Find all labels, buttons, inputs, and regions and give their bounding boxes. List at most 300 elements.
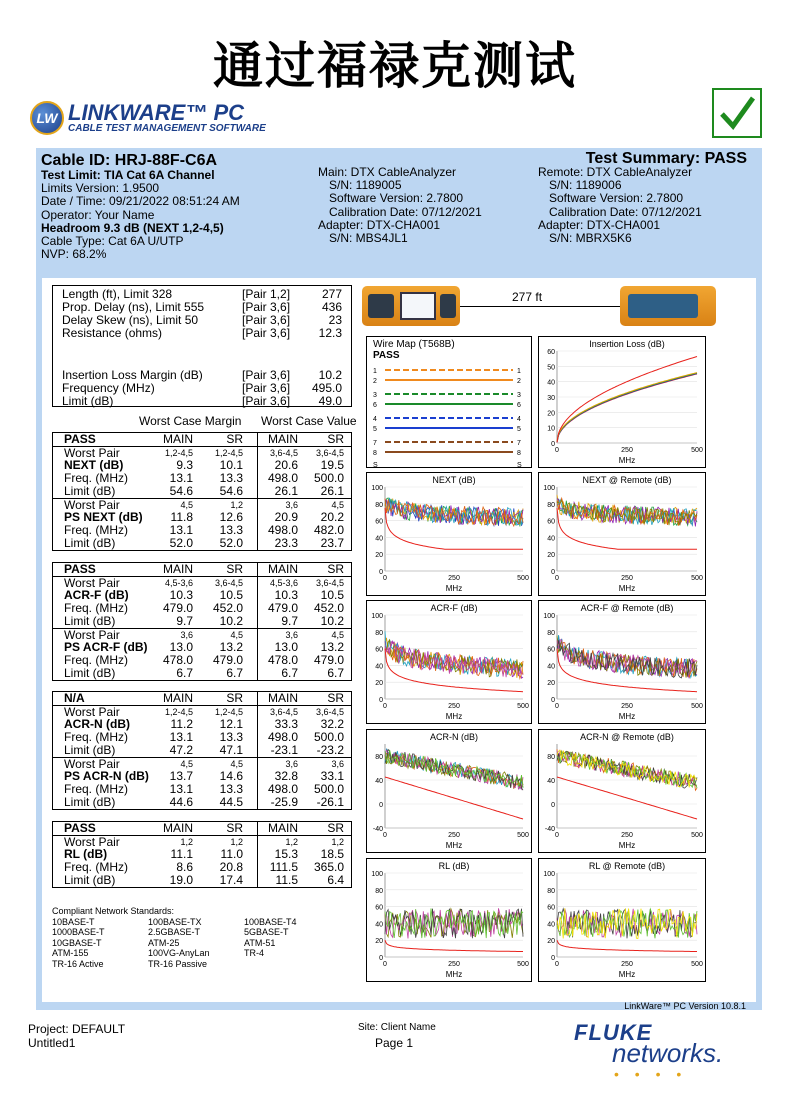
table-cell: 4,5 <box>230 759 243 769</box>
x-tick-label: 0 <box>383 703 387 710</box>
row-label: Freq. (MHz) <box>64 523 128 537</box>
x-tick-label: 500 <box>691 703 703 710</box>
networks-word: networks. <box>612 1038 724 1068</box>
table-cell: 6.7 <box>176 666 193 680</box>
wire-pin-label: 1 <box>517 368 521 375</box>
remote-calibration: Calibration Date: 07/12/2021 <box>549 204 702 219</box>
y-tick-label: 40 <box>547 921 555 929</box>
y-tick-label: 40 <box>375 535 383 543</box>
table-cell: -23.2 <box>316 743 344 757</box>
table-cell: 4,5 <box>230 630 243 640</box>
table-cell: 54.6 <box>169 484 193 498</box>
table-cell: 11.5 <box>275 873 298 887</box>
y-tick-label: 20 <box>547 552 555 560</box>
table-cell: 3,6-4,5 <box>214 578 243 588</box>
table-cell: 1,2 <box>230 500 243 510</box>
table-cell: 32.2 <box>320 717 344 731</box>
row-label: ACR-N (dB) <box>64 717 130 731</box>
measure-value: 49.0 <box>318 394 342 408</box>
cable-type: Cable Type: Cat 6A U/UTP <box>41 234 184 249</box>
table-cell: 13.1 <box>169 782 193 796</box>
wire-pin-label: 4 <box>373 416 377 423</box>
x-axis-label: MHz <box>618 970 636 979</box>
standard-item: ATM-155 <box>52 948 89 958</box>
x-tick-label: 500 <box>691 575 703 582</box>
table-cell: 11.1 <box>170 847 193 861</box>
rl-remote-chart <box>538 858 706 982</box>
chart-limit-line <box>557 357 697 443</box>
chart-title: ACR-N @ Remote (dB) <box>580 732 674 742</box>
table-cell: 10.1 <box>219 458 243 472</box>
wire-pin-label: S <box>517 462 522 467</box>
y-tick-label: 60 <box>547 349 555 356</box>
x-axis-label: MHz <box>445 712 463 721</box>
chart-limit-line <box>557 940 697 951</box>
table-cell: 26.1 <box>320 484 344 498</box>
table-cell: 498.0 <box>267 730 298 744</box>
x-tick-label: 250 <box>621 832 633 839</box>
y-tick-label: 60 <box>547 904 555 912</box>
x-tick-label: 0 <box>555 961 559 968</box>
table-cell: 111.5 <box>269 860 298 874</box>
main-calibration: Calibration Date: 07/12/2021 <box>329 204 482 219</box>
y-tick-label: 0 <box>551 955 555 962</box>
table-cell: 13.7 <box>169 769 193 783</box>
chart-title: ACR-F (dB) <box>430 603 478 613</box>
measure-label: Delay Skew (ns), Limit 50 <box>62 313 199 327</box>
chart-title: NEXT @ Remote (dB) <box>582 475 672 485</box>
y-tick-label: 100 <box>371 613 383 620</box>
standard-item: ATM-51 <box>244 937 276 948</box>
row-label: Worst Pair <box>64 498 120 512</box>
x-tick-label: 0 <box>555 575 559 582</box>
table-cell: 3,6-4,5 <box>269 448 298 458</box>
wire-pin-label: 8 <box>517 450 521 457</box>
main-unit: Main: DTX CableAnalyzer <box>318 165 457 179</box>
wire-pin-label: 8 <box>373 450 377 457</box>
chart-title: RL (dB) <box>438 861 470 871</box>
table-cell: 13.3 <box>219 471 243 485</box>
table-cell: 3,6-4,5 <box>315 578 344 588</box>
table-cell: 1,2 <box>180 837 193 847</box>
y-tick-label: 80 <box>547 887 555 895</box>
remote-sn: S/N: 1189006 <box>549 178 622 193</box>
table-cell: 47.2 <box>169 743 193 757</box>
y-tick-label: 80 <box>547 754 555 761</box>
linkware-subtitle: CABLE TEST MANAGEMENT SOFTWARE <box>68 123 266 134</box>
table-cell: 26.1 <box>274 484 298 498</box>
table-cell: 479.0 <box>212 653 243 667</box>
table-cell: 500.0 <box>313 782 344 796</box>
y-tick-label: 20 <box>547 410 555 418</box>
table-cell: MAIN <box>268 821 298 835</box>
table-header-row <box>53 692 351 705</box>
measure-label: Insertion Loss Margin (dB) <box>62 368 203 382</box>
table-cell: 3,6 <box>180 630 193 640</box>
y-tick-label: 0 <box>551 569 555 576</box>
table-row <box>53 485 351 498</box>
table-cell: 478.0 <box>162 653 193 667</box>
table-cell: MAIN <box>268 562 298 576</box>
y-tick-label: 80 <box>547 629 555 637</box>
insertion-loss-chart <box>538 336 706 468</box>
x-tick-label: 250 <box>621 447 633 454</box>
table-cell: 3,6 <box>285 630 298 640</box>
table-cell: 6.4 <box>327 873 344 887</box>
table-cell: SR <box>327 562 344 576</box>
table-cell: 9.7 <box>176 614 193 628</box>
main-sn: S/N: 1189005 <box>329 178 402 193</box>
row-label: Worst Pair <box>64 628 120 642</box>
row-label: Freq. (MHz) <box>64 860 128 874</box>
x-tick-label: 0 <box>555 832 559 839</box>
measurement-box <box>52 285 352 407</box>
table-cell: 4,5 <box>180 759 193 769</box>
chart-title: Insertion Loss (dB) <box>589 339 665 349</box>
measure-label: Limit (dB) <box>62 394 114 408</box>
main-software: Software Version: 2.7800 <box>329 191 464 206</box>
acrn-remote-chart <box>538 729 706 853</box>
standard-item: TR-4 <box>244 948 264 958</box>
main-adapter-sn: S/N: MBS4JL1 <box>329 231 408 246</box>
table-cell: SR <box>327 432 344 446</box>
measure-value: 10.2 <box>318 368 342 382</box>
table-cell: 500.0 <box>313 730 344 744</box>
wire-pin-label: 7 <box>517 440 521 447</box>
y-tick-label: 80 <box>375 629 383 637</box>
table-cell: 13.1 <box>169 523 193 537</box>
row-label: PS ACR-N (dB) <box>64 769 149 783</box>
y-tick-label: 0 <box>379 697 383 704</box>
standard-item: 1000BASE-T <box>52 927 105 937</box>
table-cell: 13.2 <box>320 640 344 654</box>
table-cell: 11.8 <box>170 510 193 524</box>
table-cell: 3,6-4,5 <box>269 707 298 717</box>
y-tick-label: 100 <box>371 871 383 878</box>
standards-title: Compliant Network Standards: <box>52 906 175 916</box>
main-tester-image <box>362 286 460 326</box>
cable-length-label: 277 ft <box>512 290 543 304</box>
row-label: N/A <box>64 691 85 705</box>
wire-pin-label: 2 <box>373 378 377 385</box>
wire-map-title: Wire Map (T568B) <box>373 339 455 350</box>
table-cell: MAIN <box>268 691 298 705</box>
row-label: Freq. (MHz) <box>64 471 128 485</box>
table-cell: 4,5 <box>331 500 344 510</box>
measure-value: 12.3 <box>318 326 342 340</box>
standard-item: 10BASE-T <box>52 916 95 927</box>
next-chart <box>366 472 532 596</box>
table-cell: 1,2 <box>285 837 298 847</box>
remote-adapter-sn: S/N: MBRX5K6 <box>549 231 632 246</box>
row-label: Limit (dB) <box>64 873 116 887</box>
row-label: PS ACR-F (dB) <box>64 640 148 654</box>
x-axis-label: MHz <box>445 584 463 593</box>
x-tick-label: 500 <box>691 447 703 454</box>
x-tick-label: 0 <box>383 832 387 839</box>
header-left <box>41 152 240 261</box>
x-tick-label: 250 <box>448 961 460 968</box>
y-tick-label: 40 <box>547 379 555 387</box>
table-cell: 478.0 <box>267 653 298 667</box>
x-tick-label: 250 <box>448 703 460 710</box>
table-cell: 20.9 <box>274 510 298 524</box>
table-cell: SR <box>226 432 243 446</box>
standard-item: 100BASE-T4 <box>244 916 297 927</box>
x-tick-label: 250 <box>448 575 460 582</box>
chart-title: NEXT (dB) <box>432 475 476 485</box>
x-tick-label: 0 <box>555 447 559 454</box>
x-tick-label: 500 <box>517 961 529 968</box>
y-tick-label: 30 <box>547 395 555 402</box>
x-axis-label: MHz <box>618 456 636 465</box>
table-header-row <box>53 433 351 446</box>
y-tick-label: 40 <box>375 921 383 929</box>
y-tick-label: 40 <box>547 778 555 785</box>
row-label: PASS <box>64 821 96 835</box>
table-cell: 32.8 <box>274 769 298 783</box>
row-label: PASS <box>64 562 96 576</box>
measure-label: Length (ft), Limit 328 <box>62 287 173 301</box>
measure-pair: [Pair 3,6] <box>242 326 291 340</box>
y-tick-label: 60 <box>547 518 555 526</box>
y-tick-label: 80 <box>375 754 383 761</box>
row-label: NEXT (dB) <box>64 458 124 472</box>
remote-tester-image <box>620 286 716 326</box>
cable-line <box>460 306 620 307</box>
row-label: Limit (dB) <box>64 614 116 628</box>
table-cell: 9.3 <box>176 458 193 472</box>
table-cell: SR <box>226 691 243 705</box>
y-tick-label: 50 <box>547 364 555 372</box>
y-tick-label: 10 <box>547 425 555 433</box>
y-tick-label: 80 <box>547 501 555 509</box>
measure-row <box>53 395 353 408</box>
table-cell: 10.5 <box>219 588 243 602</box>
table-cell: 500.0 <box>313 471 344 485</box>
y-tick-label: 20 <box>547 680 555 688</box>
operator: Operator: Your Name <box>41 207 155 222</box>
table-cell: 13.1 <box>169 471 193 485</box>
y-tick-label: 20 <box>375 680 383 688</box>
table-cell: 13.3 <box>219 782 243 796</box>
table-cell: 3,6-4,5 <box>315 707 344 717</box>
table-cell: 452.0 <box>212 601 243 615</box>
table-cell: 23.7 <box>320 536 344 550</box>
table-cell: SR <box>327 691 344 705</box>
table-cell: 15.3 <box>274 847 298 861</box>
table-cell: 47.1 <box>219 743 243 757</box>
y-tick-label: 20 <box>547 938 555 946</box>
standard-item: 100VG-AnyLan <box>148 948 210 958</box>
row-label: Freq. (MHz) <box>64 601 128 615</box>
table-row <box>53 615 351 628</box>
row-label: Limit (dB) <box>64 666 116 680</box>
table-cell: 13.0 <box>169 640 193 654</box>
y-tick-label: 0 <box>379 955 383 962</box>
table-row <box>53 796 351 809</box>
table-cell: -25.9 <box>270 795 298 809</box>
table-cell: 498.0 <box>267 471 298 485</box>
table-cell: 17.4 <box>219 873 243 887</box>
table-cell: 479.0 <box>162 601 193 615</box>
headroom: Headroom 9.3 dB (NEXT 1,2-4,5) <box>41 220 224 235</box>
measure-pair: [Pair 3,6] <box>242 394 291 408</box>
x-tick-label: 250 <box>621 703 633 710</box>
row-label: Worst Pair <box>64 757 120 771</box>
y-tick-label: 60 <box>375 646 383 654</box>
header-main <box>318 166 482 245</box>
y-tick-label: 20 <box>375 552 383 560</box>
measure-pair: [Pair 3,6] <box>242 300 291 314</box>
rl-chart <box>366 858 532 982</box>
row-label: RL (dB) <box>64 847 108 861</box>
remote-adapter: Adapter: DTX-CHA001 <box>538 217 661 232</box>
table-cell: 11.2 <box>170 717 193 731</box>
x-axis-label: MHz <box>618 841 636 850</box>
row-label: PASS <box>64 432 96 446</box>
table-cell: 19.0 <box>169 873 193 887</box>
acrf-chart <box>366 600 532 724</box>
acrf-remote-chart <box>538 600 706 724</box>
row-label: Freq. (MHz) <box>64 782 128 796</box>
table-cell: 20.6 <box>274 458 298 472</box>
table-cell: MAIN <box>163 562 193 576</box>
table-cell: SR <box>226 562 243 576</box>
date-time: Date / Time: 09/21/2022 08:51:24 AM <box>41 194 240 209</box>
table-cell: 13.0 <box>274 640 298 654</box>
x-tick-label: 0 <box>555 703 559 710</box>
wire-pin-label: 5 <box>373 426 377 433</box>
wire-map <box>366 336 532 468</box>
x-tick-label: 500 <box>517 832 529 839</box>
measure-pair: [Pair 1,2] <box>242 287 291 301</box>
x-tick-label: 500 <box>691 961 703 968</box>
y-tick-label: 100 <box>543 871 555 878</box>
table-cell: 365.0 <box>313 860 344 874</box>
row-label: ACR-F (dB) <box>64 588 129 602</box>
y-tick-label: 40 <box>375 778 383 785</box>
chart-title: ACR-N (dB) <box>429 732 479 742</box>
table-row <box>53 874 351 887</box>
y-tick-label: 60 <box>375 904 383 912</box>
table-header-row <box>53 822 351 835</box>
table-cell: 4,5 <box>331 630 344 640</box>
table-cell: 8.6 <box>176 860 193 874</box>
y-tick-label: 100 <box>543 485 555 492</box>
table-cell: 13.3 <box>219 730 243 744</box>
worst-case-value-heading: Worst Case Value <box>261 414 357 428</box>
test-limit: Test Limit: TIA Cat 6A Channel <box>41 168 215 182</box>
y-tick-label: 0 <box>379 802 383 809</box>
remote-unit: Remote: DTX CableAnalyzer <box>538 165 693 179</box>
table-cell: 20.8 <box>219 860 243 874</box>
table-cell: 6.7 <box>226 666 243 680</box>
fluke-networks-logo: FLUKE networks. • • • • <box>574 1020 724 1082</box>
nvp: NVP: 68.2% <box>41 247 107 262</box>
table-cell: SR <box>327 821 344 835</box>
table-row <box>53 667 351 680</box>
x-tick-label: 500 <box>517 703 529 710</box>
table-cell: 10.3 <box>169 588 193 602</box>
y-tick-label: 80 <box>375 887 383 895</box>
wire-pin-label: S <box>373 462 378 467</box>
table-cell: 10.2 <box>219 614 243 628</box>
measure-label: Resistance (ohms) <box>62 326 163 340</box>
y-tick-label: 0 <box>379 569 383 576</box>
table-row <box>53 744 351 757</box>
table-cell: 1,2-4,5 <box>164 707 193 717</box>
software-version: LinkWare™ PC Version 10.8.1 <box>624 1001 746 1011</box>
wire-pin-label: 3 <box>373 392 377 399</box>
row-label: Worst Pair <box>64 446 120 460</box>
table-cell: SR <box>226 821 243 835</box>
table-cell: 11.0 <box>220 847 243 861</box>
standards-grid <box>52 917 362 970</box>
chart-series-line <box>557 374 697 443</box>
next-table <box>52 432 352 551</box>
acrn-chart <box>366 729 532 853</box>
y-tick-label: 100 <box>371 485 383 492</box>
row-label: Freq. (MHz) <box>64 730 128 744</box>
page-number: Page 1 <box>375 1036 414 1050</box>
table-cell: 4,5-3,6 <box>269 578 298 588</box>
standard-item: 10GBASE-T <box>52 937 102 948</box>
wire-pin-label: 1 <box>373 368 377 375</box>
x-tick-label: 250 <box>621 575 633 582</box>
table-cell: 23.3 <box>274 536 298 550</box>
x-tick-label: 250 <box>448 832 460 839</box>
table-cell: 33.3 <box>274 717 298 731</box>
table-cell: 1,2 <box>230 837 243 847</box>
report-header <box>36 148 762 276</box>
row-label: Limit (dB) <box>64 484 116 498</box>
table-cell: 1,2-4,5 <box>164 448 193 458</box>
x-axis-label: MHz <box>618 584 636 593</box>
table-cell: 3,6 <box>285 759 298 769</box>
wire-pin-label: 2 <box>517 378 521 385</box>
table-cell: MAIN <box>163 691 193 705</box>
limits-version: Limits Version: 1.9500 <box>41 181 160 196</box>
x-axis-label: MHz <box>618 712 636 721</box>
measure-pair: [Pair 3,6] <box>242 381 291 395</box>
row-label: PS NEXT (dB) <box>64 510 143 524</box>
page-footer <box>0 1014 790 1104</box>
table-cell: 479.0 <box>313 653 344 667</box>
standard-item: ATM-25 <box>148 937 180 948</box>
fluke-word: FLUKE <box>574 1020 653 1045</box>
y-tick-label: 40 <box>547 535 555 543</box>
wire-pin-label: 6 <box>373 402 377 409</box>
table-cell: 18.5 <box>320 847 344 861</box>
linkware-logo <box>30 100 370 140</box>
row-label: Limit (dB) <box>64 795 116 809</box>
y-tick-label: 80 <box>375 501 383 509</box>
measure-pair: [Pair 3,6] <box>242 313 291 327</box>
site-label: Site: Client Name <box>358 1022 436 1033</box>
table-cell: 4,5-3,6 <box>164 578 193 588</box>
table-cell: 10.5 <box>320 588 344 602</box>
y-tick-label: 20 <box>375 938 383 946</box>
table-cell: 10.2 <box>320 614 344 628</box>
y-tick-label: -40 <box>372 826 383 833</box>
table-cell: 452.0 <box>313 601 344 615</box>
report-panel <box>36 148 762 1010</box>
wire-pin-label: 7 <box>373 440 377 447</box>
y-tick-label: 60 <box>375 518 383 526</box>
row-label: Worst Pair <box>64 835 120 849</box>
pass-check-icon <box>712 88 762 138</box>
